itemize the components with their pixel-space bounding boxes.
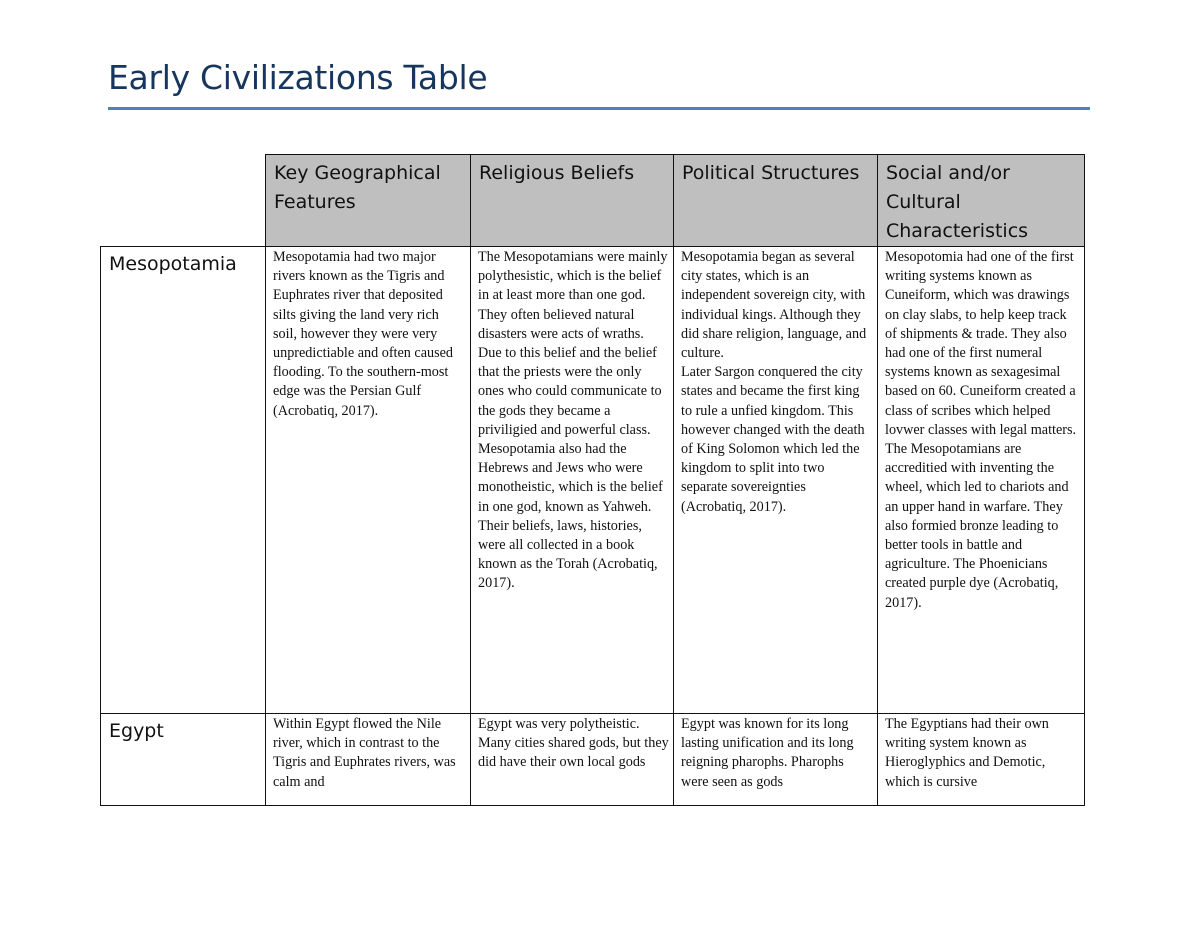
mesopotamia-politics-cell: Mesopotamia began as several city states, which is an independent sovereign city, with individual kings. Although they did share religion, language, and culture. Later Sargon conquered the city states and became the first king to rule a unfied kingdom. This however changed with the death of King Solomon which led the kingdom to split into two separate sovereignties (Acrobatiq, 2017). — [674, 247, 878, 714]
column-header-geography: Key Geographical Features — [266, 155, 471, 247]
civilizations-table — [100, 154, 1085, 806]
table-row — [101, 714, 1085, 806]
egypt-politics-text: Egypt was known for its long lasting unification and its long reigning pharophs. Pharophs were seen as gods — [681, 716, 854, 790]
row-header-egypt: Egypt — [101, 714, 266, 806]
page-title: Early Civilizations Table — [108, 58, 488, 97]
mesopotamia-geography-cell: Mesopotamia had two major rivers known as the Tigris and Euphrates river that deposited silts giving the land very rich soil, however they were very unpredictiable and often caused flooding. To the southern-most edge was the Persian Gulf (Acrobatiq, 2017). — [266, 247, 471, 714]
egypt-social-cell — [878, 714, 1085, 806]
egypt-social-text: The Egyptians had their own writing system known as Hieroglyphics and Demotic, which is cursive — [885, 716, 1049, 790]
empty-corner-cell — [101, 155, 266, 247]
table-row — [101, 247, 1085, 714]
title-underline — [108, 107, 1090, 110]
mesopotamia-religion-cell: The Mesopotamians were mainly polythesistic, which is the belief in at least more than one god. They often believed natural disasters were acts of wraths. Due to this belief and the belief that the priests were the only ones who could communicate to the gods they became a priviligied and powerful class. Mesopotamia also had the Hebrews and Jews who were monotheistic, which is the belief in one god, known as Yahweh. Their beliefs, laws, histories, were all collected in a book known as the Torah (Acrobatiq, 2017). — [471, 247, 674, 714]
row-header-mesopotamia: Mesopotamia — [101, 247, 266, 714]
egypt-religion-cell — [471, 714, 674, 806]
egypt-geography-text: Within Egypt flowed the Nile river, which in contrast to the Tigris and Euphrates rivers, was calm and — [273, 716, 456, 790]
column-header-politics: Political Structures — [674, 155, 878, 247]
egypt-politics-cell — [674, 714, 878, 806]
egypt-religion-text: Egypt was very polytheistic. Many cities shared gods, but they did have their own local gods — [478, 716, 669, 771]
table-header-row — [101, 155, 1085, 247]
egypt-geography-cell — [266, 714, 471, 806]
column-header-social-culture: Social and/or Cultural Characteristics — [878, 155, 1085, 247]
column-header-religion: Religious Beliefs — [471, 155, 674, 247]
mesopotamia-social-cell: Mesopotomia had one of the first writing systems known as Cuneiform, which was drawings on clay slabs, to help keep track of shipments & trade. They also had one of the first numeral systems known as sexagesimal based on 60. Cuneiform created a class of scribes which helped lovwer classes with legal matters. The Mesopotamians are accreditied with inventing the wheel, which led to chariots and an upper hand in warfare. They also formied bronze leading to better tools in battle and agriculture. The Phoenicians created purple dye (Acrobatiq, 2017). — [878, 247, 1085, 714]
